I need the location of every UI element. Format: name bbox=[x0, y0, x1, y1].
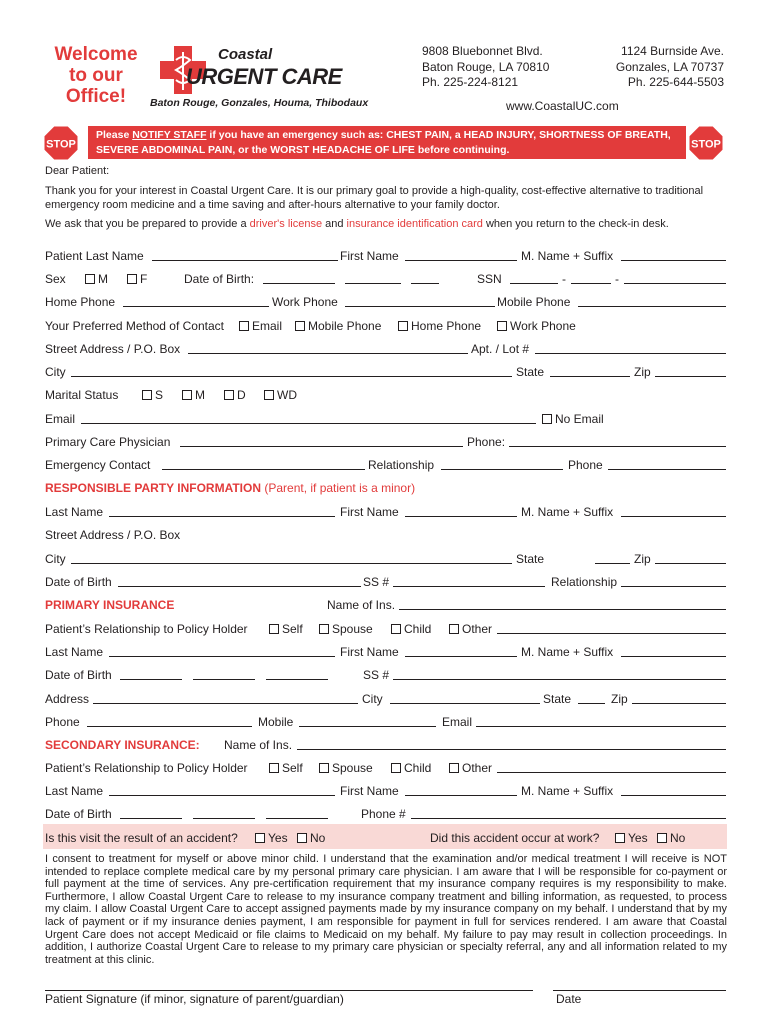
work-phone-field[interactable] bbox=[345, 306, 495, 307]
primary-email-field[interactable] bbox=[476, 726, 726, 727]
home-phone-field[interactable] bbox=[123, 306, 269, 307]
primary-dob-year-field[interactable] bbox=[266, 679, 328, 680]
documents-paragraph: We ask that you be prepared to provide a driver's license and insurance identification card when you return to the check-in desk. bbox=[45, 218, 669, 230]
contact-mobile-checkbox[interactable] bbox=[295, 321, 305, 331]
stop-sign-icon bbox=[44, 126, 78, 160]
street-row: Street Address / P.O. Box Apt. / Lot # bbox=[45, 340, 726, 360]
pcp-field[interactable] bbox=[180, 446, 463, 447]
primary-spouse-checkbox[interactable] bbox=[319, 624, 329, 634]
notify-staff-text: NOTIFY STAFF bbox=[132, 129, 207, 141]
primary-child-checkbox[interactable] bbox=[391, 624, 401, 634]
emergency-relationship-field[interactable] bbox=[441, 469, 563, 470]
city-row: City State Zip bbox=[45, 363, 726, 383]
logo bbox=[158, 44, 368, 96]
location-block-2 bbox=[616, 44, 724, 91]
signature-label: Patient Signature (if minor, signature of parent/guardian) bbox=[45, 992, 344, 1006]
secondary-spouse-checkbox[interactable] bbox=[319, 763, 329, 773]
no-email-checkbox[interactable] bbox=[542, 414, 552, 424]
work-accident-yes-checkbox[interactable] bbox=[615, 833, 625, 843]
primary-mobile-field[interactable] bbox=[299, 726, 436, 727]
location-phone: Ph. 225-224-8121 bbox=[422, 75, 519, 89]
marital-wd-checkbox[interactable] bbox=[264, 390, 274, 400]
primary-state-field[interactable] bbox=[578, 703, 605, 704]
dob-day-field[interactable] bbox=[345, 283, 401, 284]
logo-brand-top: Coastal bbox=[218, 46, 273, 63]
primary-city-field[interactable] bbox=[390, 703, 540, 704]
sex-dob-ssn-row: Sex M F Date of Birth: SSN - - bbox=[45, 270, 726, 290]
emergency-phone-field[interactable] bbox=[608, 469, 726, 470]
marital-status-row: Marital Status S M D WD bbox=[45, 388, 297, 402]
responsible-m-name-field[interactable] bbox=[621, 516, 726, 517]
primary-first-name-field[interactable] bbox=[405, 656, 517, 657]
marital-m-checkbox[interactable] bbox=[182, 390, 192, 400]
primary-insurance-row: PRIMARY INSURANCE Name of Ins. bbox=[45, 596, 726, 616]
primary-name-row: Last Name First Name M. Name + Suffix bbox=[45, 643, 726, 663]
street-address-field[interactable] bbox=[188, 353, 468, 354]
secondary-other-checkbox[interactable] bbox=[449, 763, 459, 773]
responsible-party-heading: RESPONSIBLE PARTY INFORMATION (Parent, if patient is a minor) bbox=[45, 481, 416, 495]
ssn-part3-field[interactable] bbox=[624, 283, 726, 284]
svg-text:STOP: STOP bbox=[691, 138, 721, 151]
secondary-relationship-row: Patient’s Relationship to Policy Holder Self Spouse Child Other bbox=[45, 759, 726, 779]
secondary-other-field[interactable] bbox=[497, 772, 726, 773]
location-street: 1124 Burnside Ave. bbox=[621, 44, 724, 58]
sex-m-checkbox[interactable] bbox=[85, 274, 95, 284]
secondary-first-name-field[interactable] bbox=[405, 795, 517, 796]
accident-no-checkbox[interactable] bbox=[297, 833, 307, 843]
secondary-self-checkbox[interactable] bbox=[269, 763, 279, 773]
email-field[interactable] bbox=[81, 423, 536, 424]
logo-brand-main: URGENT CARE bbox=[186, 64, 342, 89]
dob-year-field[interactable] bbox=[411, 283, 439, 284]
contact-home-checkbox[interactable] bbox=[398, 321, 408, 331]
emergency-banner: Please NOTIFY STAFF if you have an emergency such as: CHEST PAIN, a HEAD INJURY, SHORTNESS OF BREATH, SEVERE ABDOMINAL PAIN, or the WORST HEADACHE OF LIFE before continuing. bbox=[88, 126, 686, 159]
secondary-dob-row: Date of Birth Phone # bbox=[45, 805, 726, 825]
state-field[interactable] bbox=[550, 376, 630, 377]
responsible-first-name-field[interactable] bbox=[405, 516, 517, 517]
primary-zip-field[interactable] bbox=[632, 703, 726, 704]
apt-lot-field[interactable] bbox=[535, 353, 726, 354]
ssn-part1-field[interactable] bbox=[510, 283, 558, 284]
responsible-city-field[interactable] bbox=[71, 563, 512, 564]
responsible-ss-field[interactable] bbox=[393, 586, 545, 587]
secondary-m-name-field[interactable] bbox=[621, 795, 726, 796]
accident-row: Is this visit the result of an accident? Yes No Did this accident occur at work? Yes No bbox=[45, 831, 686, 845]
sex-f-checkbox[interactable] bbox=[127, 274, 137, 284]
secondary-insurance-row: SECONDARY INSURANCE: Name of Ins. bbox=[45, 736, 726, 756]
primary-phone-row: Phone Mobile Email bbox=[45, 713, 726, 733]
primary-m-name-field[interactable] bbox=[621, 656, 726, 657]
responsible-name-row: Last Name First Name M. Name + Suffix bbox=[45, 503, 726, 523]
primary-last-name-field[interactable] bbox=[109, 656, 335, 657]
secondary-ins-name-field[interactable] bbox=[297, 749, 726, 750]
patient-name-row: Patient Last Name First Name M. Name + Suffix bbox=[45, 247, 726, 267]
primary-other-checkbox[interactable] bbox=[449, 624, 459, 634]
secondary-dob-day-field[interactable] bbox=[193, 818, 255, 819]
marital-d-checkbox[interactable] bbox=[224, 390, 234, 400]
primary-address-row: Address City State Zip bbox=[45, 690, 726, 710]
primary-other-field[interactable] bbox=[497, 633, 726, 634]
email-row: Email No Email bbox=[45, 412, 604, 426]
responsible-state-field[interactable] bbox=[595, 563, 630, 564]
secondary-dob-month-field[interactable] bbox=[120, 818, 182, 819]
secondary-name-row: Last Name First Name M. Name + Suffix bbox=[45, 782, 726, 802]
pcp-row: Primary Care Physician Phone: bbox=[45, 433, 726, 453]
primary-address-field[interactable] bbox=[93, 703, 358, 704]
welcome-text: Welcome to our Office! bbox=[54, 44, 138, 107]
contact-email-checkbox[interactable] bbox=[239, 321, 249, 331]
first-name-field[interactable] bbox=[405, 260, 517, 261]
primary-ins-name-field[interactable] bbox=[399, 609, 726, 610]
accident-yes-checkbox[interactable] bbox=[255, 833, 265, 843]
location-city: Gonzales, LA 70737 bbox=[615, 59, 724, 74]
primary-self-checkbox[interactable] bbox=[269, 624, 279, 634]
secondary-phone-field[interactable] bbox=[411, 818, 726, 819]
primary-relationship-row: Patient’s Relationship to Policy Holder Self Spouse Child Other bbox=[45, 620, 726, 640]
responsible-relationship-field[interactable] bbox=[621, 586, 726, 587]
ssn-part2-field[interactable] bbox=[571, 283, 611, 284]
responsible-dob-row: Date of Birth SS # Relationship bbox=[45, 573, 726, 593]
m-name-suffix-field[interactable] bbox=[621, 260, 726, 261]
greeting: Dear Patient: bbox=[45, 165, 110, 177]
responsible-zip-field[interactable] bbox=[655, 563, 726, 564]
logo-tagline: Baton Rouge, Gonzales, Houma, Thibodaux bbox=[150, 97, 369, 109]
work-accident-no-checkbox[interactable] bbox=[657, 833, 667, 843]
consent-paragraph: I consent to treatment for myself or above minor child. I understand that the examination and/or medical treatment I will receive is NOT intended to replace complete medical care by my personal primary care physician. I am aware that I will be responsible for co-payment or full payment at the time of services. Any pre-certification requirement that my insurance company requires is my responsibility to make. Furthermore, I allow Coastal Urgent Care to release to my insurance company treatment and billing information, as requested, to process my claim. I allow Coastal Urgent Care to accept assigned payments made by my insurance company on my behalf. I understand that by my lack of payment or if my insurance denies payment, I am responsible for payment in full for services rendered. I am aware that Coastal Urgent Care does not accept Medicaid or file claims to Medicaid on my behalf. My failure to pay may result in collection proceedings. In addition, I authorize Coastal Urgent Care to release to my primary care physician or specialty referral, any and all information related to my treatment at this clinic. bbox=[45, 853, 727, 966]
website-link[interactable]: www.CoastalUC.com bbox=[506, 99, 619, 113]
location-gonzales-block bbox=[422, 44, 549, 91]
signature-line[interactable] bbox=[45, 990, 533, 991]
location-phone: Ph. 225-644-5503 bbox=[627, 75, 724, 89]
zip-field[interactable] bbox=[655, 376, 726, 377]
dob-month-field[interactable] bbox=[263, 283, 335, 284]
responsible-city-row: City State Zip bbox=[45, 550, 726, 570]
location-street: 9808 Bluebonnet Blvd. bbox=[422, 44, 543, 58]
responsible-last-name-field[interactable] bbox=[109, 516, 335, 517]
preferred-contact-row: Your Preferred Method of Contact Email Mobile Phone Home Phone Work Phone bbox=[45, 319, 576, 333]
emergency-contact-row: Emergency Contact Relationship Phone bbox=[45, 456, 726, 476]
secondary-last-name-field[interactable] bbox=[109, 795, 335, 796]
secondary-child-checkbox[interactable] bbox=[391, 763, 401, 773]
contact-work-checkbox[interactable] bbox=[497, 321, 507, 331]
primary-dob-row: Date of Birth SS # bbox=[45, 666, 726, 686]
city-field[interactable] bbox=[71, 376, 512, 377]
emergency-contact-field[interactable] bbox=[162, 469, 365, 470]
primary-phone-field[interactable] bbox=[87, 726, 252, 727]
marital-s-checkbox[interactable] bbox=[142, 390, 152, 400]
responsible-street-row: Street Address / P.O. Box bbox=[45, 528, 181, 542]
pcp-phone-field[interactable] bbox=[509, 446, 726, 447]
responsible-dob-field[interactable] bbox=[118, 586, 361, 587]
phones-row: Home Phone Work Phone Mobile Phone bbox=[45, 293, 726, 313]
mobile-phone-field[interactable] bbox=[578, 306, 726, 307]
intro-paragraph: Thank you for your interest in Coastal Urgent Care. It is our primary goal to provide a high-quality, cost-effective alternative to traditional emergency room medicine and a time saving and after-hours alternative to your family doctor. bbox=[45, 185, 704, 211]
stop-sign-icon bbox=[689, 126, 723, 160]
date-label: Date bbox=[556, 992, 582, 1006]
patient-last-name-field[interactable] bbox=[152, 260, 338, 261]
primary-ss-field[interactable] bbox=[393, 679, 726, 680]
secondary-dob-year-field[interactable] bbox=[266, 818, 328, 819]
location-city: Baton Rouge, LA 70810 bbox=[422, 59, 550, 74]
date-line[interactable] bbox=[553, 990, 726, 991]
primary-dob-month-field[interactable] bbox=[120, 679, 182, 680]
svg-text:STOP: STOP bbox=[46, 138, 76, 151]
primary-dob-day-field[interactable] bbox=[193, 679, 255, 680]
